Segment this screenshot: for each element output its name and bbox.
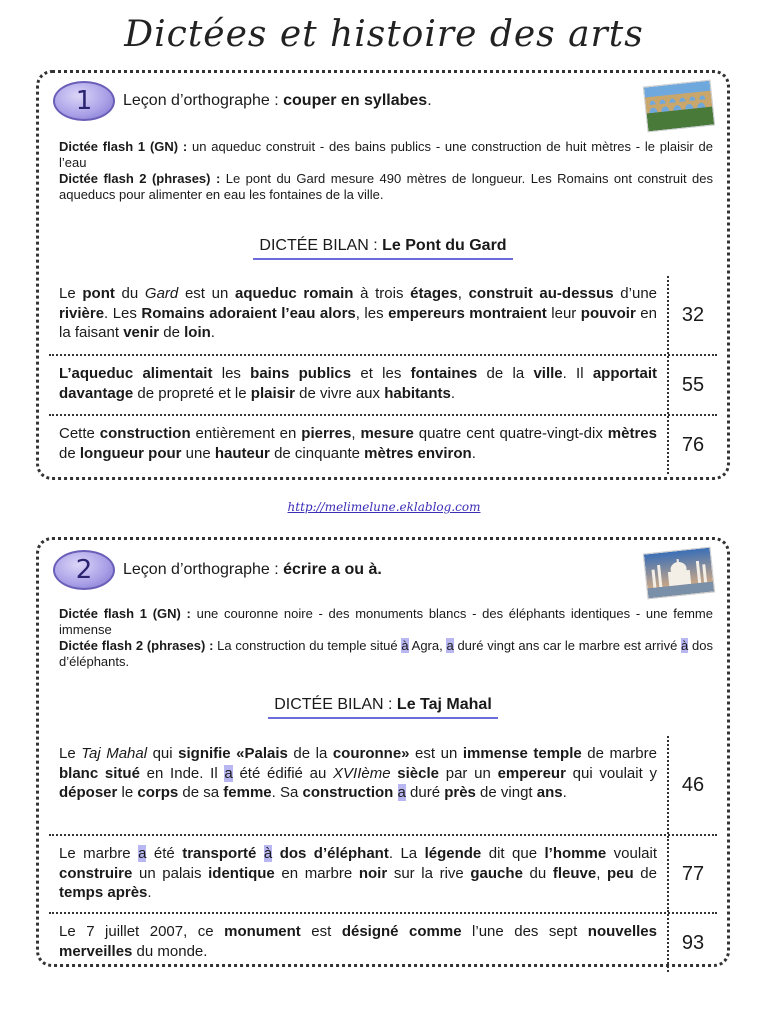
dictation-row bbox=[49, 836, 717, 914]
lesson-number-badge: 1 bbox=[53, 81, 115, 121]
lesson-card-2 bbox=[36, 537, 730, 967]
taj-mahal-photo-icon bbox=[643, 547, 715, 600]
word-count: 93 bbox=[667, 914, 717, 972]
flash-dictations: Dictée flash 1 (GN) : un aqueduc construit - des bains publics - une construction de huit mètres - le plaisir de l’eau Dictée flash 2 (phrases) : Le pont du Gard mesure 490 mètres de longueur. Les Romains ont construit des aqueducs pour alimenter en eau les fontaines de la ville. bbox=[59, 139, 714, 202]
dictation-row bbox=[49, 276, 717, 356]
dictation-text: Le Taj Mahal qui signifie «Palais de la couronne» est un immense temple de marbre blanc situé en Inde. Il a été édifié au XVIIème siècle par un empereur qui voulait y déposer le corps de sa femme. Sa construction a duré près de vingt ans. bbox=[59, 745, 657, 801]
word-count: 77 bbox=[667, 836, 717, 912]
page-title: Dictées et histoire des arts bbox=[124, 14, 644, 55]
lesson-heading: Leçon d’orthographe : couper en syllabes. bbox=[123, 92, 432, 109]
dictation-text: Le 7 juillet 2007, ce monument est désigné comme l’une des sept nouvelles merveilles du monde. bbox=[59, 923, 657, 960]
word-count: 32 bbox=[667, 276, 717, 354]
dictation-text: Le pont du Gard est un aqueduc romain à trois étages, construit au-dessus d’une rivière. Les Romains adoraient l’eau alors, les empereurs montraient leur pouvoir en la faisant venir de loin. bbox=[59, 285, 658, 341]
blog-link[interactable]: http://melimelune.eklablog.com bbox=[287, 500, 481, 514]
lesson-heading: Leçon d’orthographe : écrire a ou à. bbox=[123, 561, 382, 578]
word-count: 76 bbox=[667, 416, 717, 474]
flash-dictations: Dictée flash 1 (GN) : une couronne noire - des monuments blancs - des éléphants identiques - une femme immense Dictée flash 2 (phrases) : La construction du temple situé à Agra, a duré vingt ans car le marbre est arrivé à dos d’éléphants. bbox=[59, 606, 713, 669]
dictation-rows bbox=[49, 736, 717, 972]
dictation-row bbox=[49, 736, 717, 836]
pont-du-gard-photo-icon bbox=[643, 80, 715, 133]
word-count: 46 bbox=[667, 736, 717, 834]
dictation-row bbox=[49, 416, 717, 474]
bilan-heading: DICTÉE BILAN : Le Pont du Gard bbox=[39, 237, 727, 260]
word-count: 55 bbox=[667, 356, 717, 414]
dictation-text: L’aqueduc alimentait les bains publics et les fontaines de la ville. Il apportait davantage de propreté et le plaisir de vivre aux habitants. bbox=[59, 365, 657, 402]
lesson-number-badge: 2 bbox=[53, 550, 115, 590]
bilan-heading: DICTÉE BILAN : Le Taj Mahal bbox=[39, 696, 727, 719]
dictation-text: Cette construction entièrement en pierres, mesure quatre cent quatre-vingt-dix mètres de longueur pour une hauteur de cinquante mètres environ. bbox=[59, 425, 657, 462]
dictation-rows bbox=[49, 276, 717, 474]
dictation-row bbox=[49, 914, 717, 972]
lesson-card-1 bbox=[36, 70, 730, 480]
dictation-row bbox=[49, 356, 717, 416]
dictation-text: Le marbre a été transporté à dos d’éléphant. La légende dit que l’homme voulait construire un palais identique en marbre noir sur la rive gauche du fleuve, peu de temps après. bbox=[59, 845, 658, 901]
